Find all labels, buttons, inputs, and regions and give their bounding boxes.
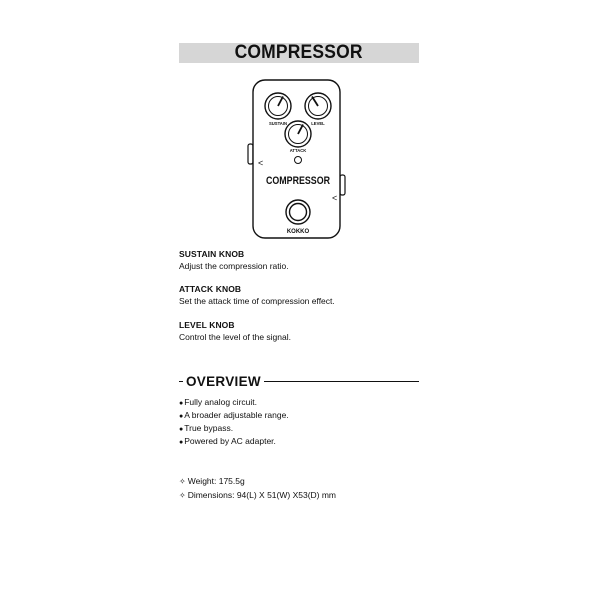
status-led — [295, 157, 302, 164]
list-item — [179, 409, 289, 422]
level-knob — [305, 93, 331, 119]
footswitch — [286, 200, 310, 224]
pedal-name: COMPRESSOR — [266, 175, 331, 187]
output-jack-right — [340, 175, 345, 195]
section-description: Set the attack time of compression effect. — [179, 296, 335, 306]
compressor-pedal-illustration — [244, 78, 354, 242]
sustain-knob — [265, 93, 291, 119]
spec-list — [179, 474, 336, 502]
spec-text: Dimensions: 94(L) X 51(W) X53(D) mm — [187, 490, 337, 500]
level-knob-label: LEVEL — [311, 121, 325, 126]
list-item-text: True bypass. — [184, 423, 234, 433]
brand-logo: KOKKO — [286, 229, 310, 235]
list-item — [179, 422, 289, 435]
spec-weight — [179, 474, 336, 488]
attack-knob-section — [179, 284, 335, 306]
bullet-icon: ● — [179, 426, 184, 433]
bullet-icon: ● — [179, 400, 184, 407]
list-item — [179, 435, 289, 448]
title-bar — [179, 43, 419, 63]
sustain-knob-section — [179, 249, 289, 271]
input-jack-left — [248, 144, 253, 164]
overview-list — [179, 396, 289, 448]
overview-divider — [264, 381, 419, 382]
section-description: Control the level of the signal. — [179, 332, 291, 342]
spec-text: Weight: 175.5g — [187, 476, 245, 486]
level-knob-section — [179, 320, 291, 342]
overview-title: OVERVIEW — [186, 373, 261, 389]
overview-header — [179, 372, 419, 390]
output-arrow-icon: < — [332, 193, 338, 203]
input-arrow-icon: < — [258, 158, 264, 168]
list-item — [179, 396, 289, 409]
page-title: COMPRESSOR — [234, 42, 364, 63]
list-item-text: A broader adjustable range. — [184, 410, 289, 420]
attack-knob-label: ATTACK — [289, 148, 307, 153]
spec-dimensions — [179, 488, 336, 502]
bullet-icon: ● — [179, 413, 184, 420]
section-description: Adjust the compression ratio. — [179, 261, 289, 271]
section-heading: LEVEL KNOB — [179, 320, 235, 330]
overview-dash — [179, 381, 183, 382]
list-item-text: Powered by AC adapter. — [184, 436, 276, 446]
attack-knob — [285, 121, 311, 147]
spec-icon: ✧ — [179, 477, 186, 486]
bullet-icon: ● — [179, 439, 184, 446]
sustain-knob-label: SUSTAIN — [268, 121, 288, 126]
section-heading: ATTACK KNOB — [179, 284, 242, 294]
section-heading: SUSTAIN KNOB — [179, 249, 245, 259]
list-item-text: Fully analog circuit. — [184, 397, 257, 407]
spec-icon: ✧ — [179, 491, 186, 500]
